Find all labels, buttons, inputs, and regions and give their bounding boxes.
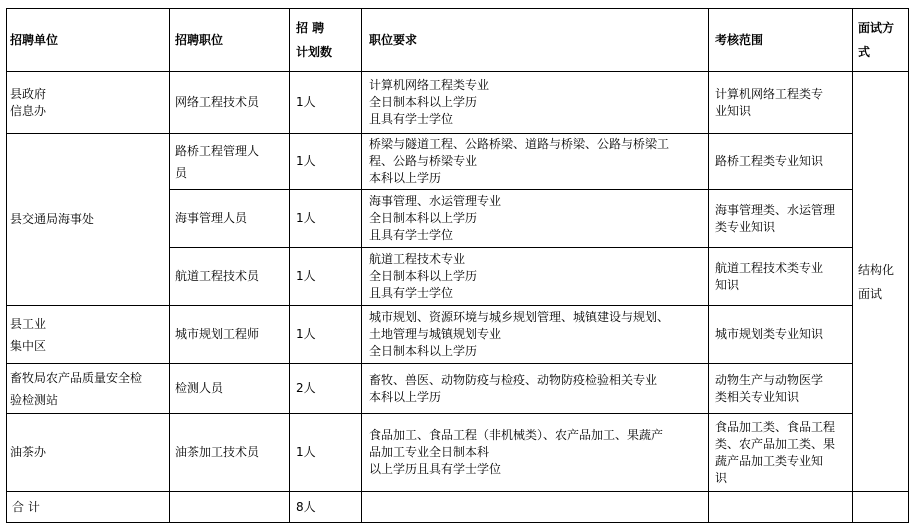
row2-requirements: 桥梁与隧道工程、公路桥梁、道路与桥梁、公路与桥梁工 程、公路与桥梁专业 本科以上学历: [362, 134, 709, 190]
row3-count: 1人: [290, 190, 362, 248]
total-exam-empty: [709, 492, 853, 523]
row1-requirements: 计算机网络工程类专业 全日制本科以上学历 且具有学士学位: [362, 72, 709, 134]
row4-count: 1人: [290, 248, 362, 306]
row5-unit: 县工业 集中区: [6, 306, 170, 364]
header-plan-count: 招 聘 计划数: [290, 8, 362, 72]
row5-exam-scope: 城市规划类专业知识: [709, 306, 853, 364]
row7-count: 1人: [290, 414, 362, 492]
row2-exam-scope: 路桥工程类专业知识: [709, 134, 853, 190]
row1-exam-scope: 计算机网络工程类专 业知识: [709, 72, 853, 134]
row4-exam-scope: 航道工程技术类专业 知识: [709, 248, 853, 306]
row4-position: 航道工程技术员: [170, 248, 290, 306]
row6-position: 检测人员: [170, 364, 290, 414]
total-label: 合 计: [6, 492, 170, 523]
row3-requirements: 海事管理、水运管理专业 全日制本科以上学历 且具有学士学位: [362, 190, 709, 248]
total-requirements-empty: [362, 492, 709, 523]
row1-count: 1人: [290, 72, 362, 134]
row5-position: 城市规划工程师: [170, 306, 290, 364]
row4-requirements: 航道工程技术专业 全日制本科以上学历 且具有学士学位: [362, 248, 709, 306]
row7-exam-scope: 食品加工类、食品工程 类、农产品加工类、果 蔬产品加工类专业知 识: [709, 414, 853, 492]
row3-exam-scope: 海事管理类、水运管理 类专业知识: [709, 190, 853, 248]
row5-requirements: 城市规划、资源环境与城乡规划管理、城镇建设与规划、 土地管理与城镇规划专业 全日制本科以上学历: [362, 306, 709, 364]
row3-position: 海事管理人员: [170, 190, 290, 248]
row2-unit: 县交通局海事处: [6, 134, 170, 306]
row5-count: 1人: [290, 306, 362, 364]
interview-method-cell: 结构化 面试: [853, 72, 909, 492]
row6-count: 2人: [290, 364, 362, 414]
header-exam-scope: 考核范围: [709, 8, 853, 72]
header-position: 招聘职位: [170, 8, 290, 72]
row1-position: 网络工程技术员: [170, 72, 290, 134]
row2-count: 1人: [290, 134, 362, 190]
row7-requirements: 食品加工、食品工程（非机械类）、农产品加工、果蔬产 品加工专业全日制本科 以上学历且具有学士学位: [362, 414, 709, 492]
row1-unit: 县政府 信息办: [6, 72, 170, 134]
header-interview-method: 面试方 式: [853, 8, 909, 72]
total-interview-empty: [853, 492, 909, 523]
row7-position: 油茶加工技术员: [170, 414, 290, 492]
recruitment-table: [6, 8, 909, 523]
header-requirements: 职位要求: [362, 8, 709, 72]
row6-requirements: 畜牧、兽医、动物防疫与检疫、动物防疫检验相关专业 本科以上学历: [362, 364, 709, 414]
row6-exam-scope: 动物生产与动物医学 类相关专业知识: [709, 364, 853, 414]
row7-unit: 油茶办: [6, 414, 170, 492]
row2-position: 路桥工程管理人 员: [170, 134, 290, 190]
row6-unit: 畜牧局农产品质量安全检 验检测站: [6, 364, 170, 414]
header-unit: 招聘单位: [6, 8, 170, 72]
total-position-empty: [170, 492, 290, 523]
total-count: 8人: [290, 492, 362, 523]
